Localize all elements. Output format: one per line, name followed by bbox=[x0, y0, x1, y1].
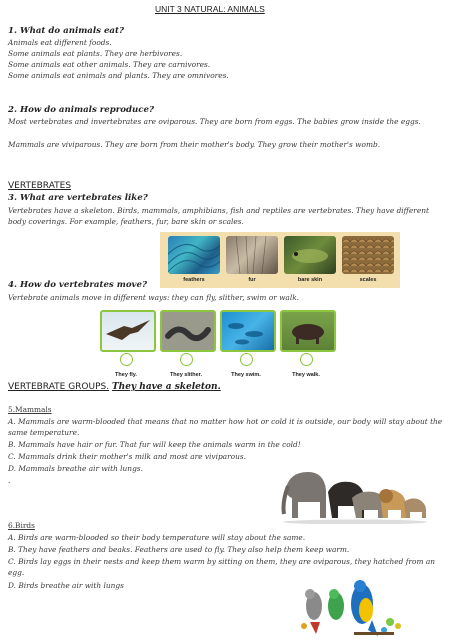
fly-answer-circle[interactable] bbox=[120, 353, 133, 366]
covering-label-feathers: feathers bbox=[183, 277, 205, 283]
slither-image bbox=[160, 310, 216, 352]
walk-image bbox=[280, 310, 336, 352]
q1-line-2: Some animals eat plants. They are herbivores. bbox=[8, 49, 183, 58]
covering-label-scales: scales bbox=[359, 277, 377, 283]
unit-title: UNIT 3 NATURAL: ANIMALS bbox=[155, 4, 265, 14]
swim-answer-circle[interactable] bbox=[240, 353, 253, 366]
birds-point-a: A. Birds are warm-blooded so their body temperature will stay about the same. bbox=[8, 533, 306, 542]
slither-answer-circle[interactable] bbox=[180, 353, 193, 366]
q1-heading: 1. What do animals eat? bbox=[8, 26, 125, 36]
mammals-illustration bbox=[280, 462, 430, 524]
birds-illustration bbox=[294, 576, 414, 636]
scales-image bbox=[342, 236, 394, 274]
fur-image bbox=[226, 236, 278, 274]
q2-para-1: Most vertebrates and invertebrates are oviparous. They are born from eggs. The babies grow inside the eggs. bbox=[8, 117, 421, 126]
covering-label-bare-skin: bare skin bbox=[297, 277, 323, 283]
body-coverings-panel bbox=[160, 232, 400, 288]
move-label-fly: They fly. bbox=[115, 372, 137, 378]
mammals-point-e: . bbox=[8, 476, 11, 485]
swim-image bbox=[220, 310, 276, 352]
groups-title-b: They have a skeleton. bbox=[111, 382, 221, 392]
mammals-point-c: C. Mammals drink their mother's milk and most are viviparous. bbox=[8, 452, 246, 461]
q3-para: Vertebrates have a skeleton. Birds, mammals, amphibians, fish and reptiles are vertebrates. They have different body coverings. For example, feathers, fur, bare skin or scales. bbox=[8, 206, 429, 226]
mammals-heading: 5.Mammals bbox=[8, 405, 52, 414]
feathers-image bbox=[168, 236, 220, 274]
groups-title bbox=[8, 382, 221, 392]
q4-para: Vertebrate animals move in different ways: they can fly, slither, swim or walk. bbox=[8, 293, 300, 302]
movement-panel bbox=[100, 310, 340, 376]
q1-line-1: Animals eat different foods. bbox=[8, 38, 112, 47]
bare-skin-image bbox=[284, 236, 336, 274]
birds-point-c: C. Birds lay eggs in their nests and keep them warm by sitting on them, they are oviparous, they hatched from an egg. bbox=[8, 557, 435, 577]
mammals-point-d: D. Mammals breathe air with lungs. bbox=[8, 464, 143, 473]
move-label-walk: They walk. bbox=[292, 372, 320, 378]
walk-answer-circle[interactable] bbox=[300, 353, 313, 366]
vertebrates-title: VERTEBRATES bbox=[8, 181, 72, 191]
mammals-point-b: B. Mammals have hair or fur. That fur will keep the animals warm in the cold! bbox=[8, 440, 301, 449]
q4-heading: 4. How do vertebrates move? bbox=[8, 280, 148, 290]
covering-label-fur: fur bbox=[248, 277, 256, 283]
birds-point-b: B. They have feathers and beaks. Feathers are used to fly. They also help them keep warm. bbox=[8, 545, 350, 554]
birds-heading: 6.Birds bbox=[8, 521, 35, 530]
groups-title-a: VERTEBRATE GROUPS. bbox=[8, 382, 110, 392]
mammals-point-a: A. Mammals are warm-blooded that means that no matter how hot or cold it is outside, our body will stay about the same temperature. bbox=[8, 417, 443, 437]
q2-para-2: Mammals are viviparous. They are born from their mother's body. They grow their mother's womb. bbox=[8, 140, 381, 149]
move-label-swim: They swim. bbox=[231, 372, 261, 378]
move-label-slither: They slither. bbox=[169, 372, 203, 378]
q1-line-4: Some animals eat animals and plants. They are omnivores. bbox=[8, 71, 229, 80]
q2-heading: 2. How do animals reproduce? bbox=[8, 105, 155, 115]
q3-heading: 3. What are vertebrates like? bbox=[8, 193, 148, 203]
birds-point-d: D. Birds breathe air with lungs bbox=[8, 581, 124, 590]
fly-image bbox=[100, 310, 156, 352]
q1-line-3: Some animals eat other animals. They are carnivores. bbox=[8, 60, 211, 69]
